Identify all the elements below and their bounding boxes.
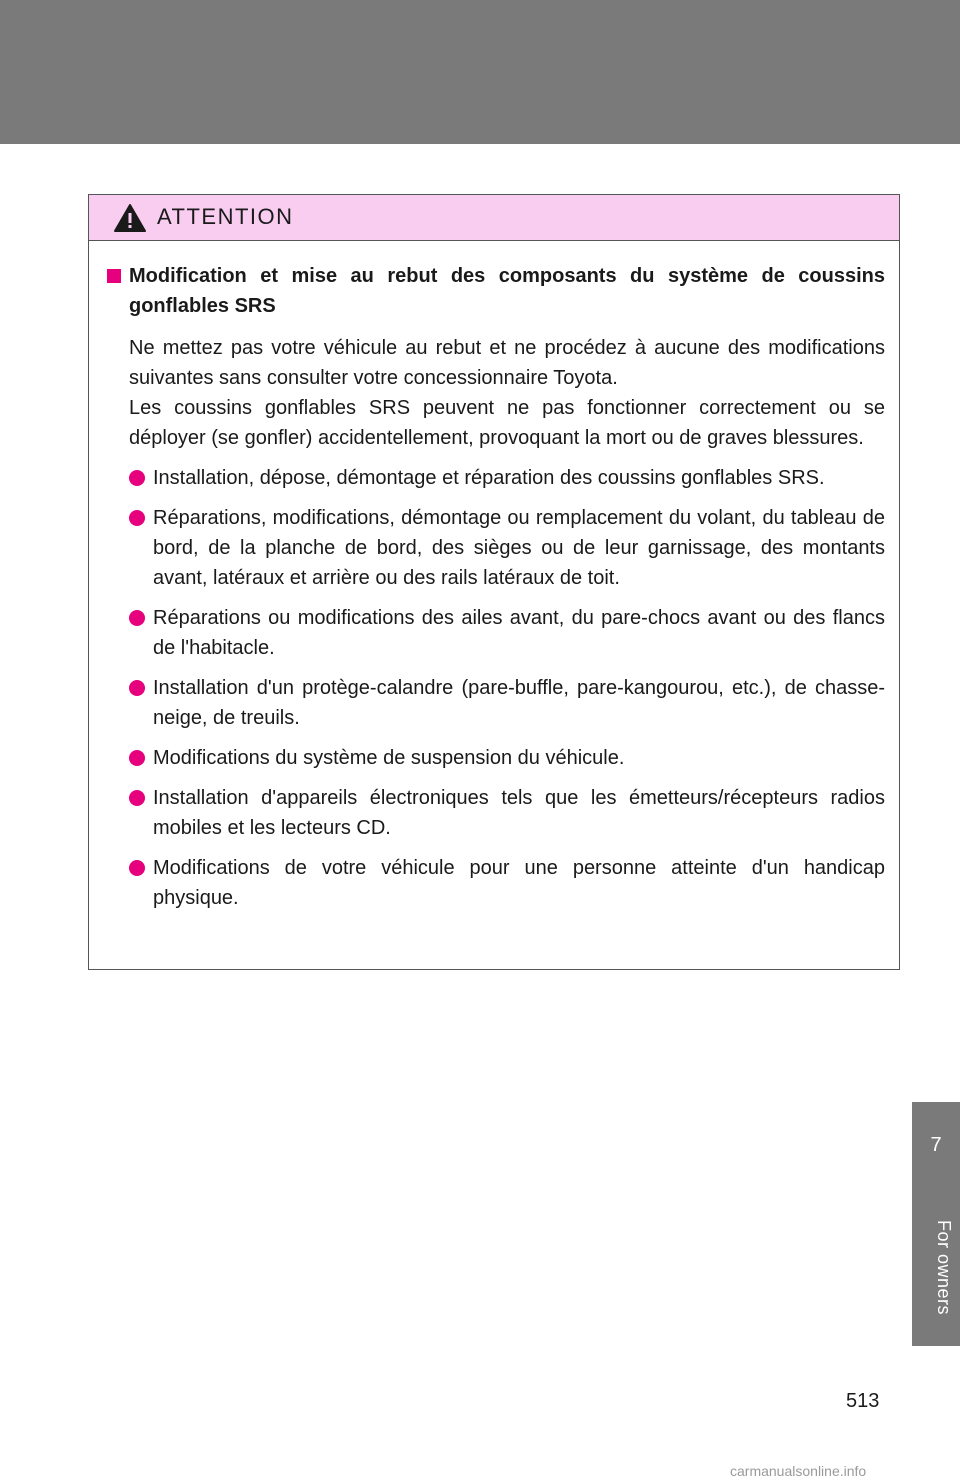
circle-bullet-icon — [129, 790, 145, 806]
list-item-text: Réparations, modifications, démontage ou remplacement du volant, du tableau de bord, de la planche de bord, des sièges ou de leur garnissage, des montants avant, latéraux et arrière ou des rails latéraux de toit. — [153, 507, 885, 589]
attention-body — [89, 241, 899, 913]
section-heading — [107, 261, 885, 321]
top-header-band — [0, 0, 960, 144]
warning-triangle-icon — [113, 203, 147, 233]
list-item — [107, 853, 885, 913]
circle-bullet-icon — [129, 750, 145, 766]
intro-line-1: Ne mettez pas votre véhicule au rebut et ne procédez à aucune des modifications suivantes sans consulter votre concessionnaire Toyota. — [129, 337, 885, 389]
list-item-text: Réparations ou modifications des ailes avant, du pare-chocs avant ou des flancs de l'habitacle. — [153, 607, 885, 659]
intro-paragraph — [107, 333, 885, 453]
list-item — [107, 673, 885, 733]
intro-line-2: Les coussins gonflables SRS peuvent ne pas fonctionner correctement ou se déployer (se gonfler) accidentellement, provoquant la mort ou de graves blessures. — [129, 397, 885, 449]
square-bullet-icon — [107, 269, 121, 283]
list-item — [107, 503, 885, 593]
list-item — [107, 743, 885, 773]
list-item-text: Modifications du système de suspension du véhicule. — [153, 747, 625, 769]
list-item-text: Modifications de votre véhicule pour une personne atteinte d'un handicap physique. — [153, 857, 885, 909]
attention-title: ATTENTION — [157, 204, 294, 229]
list-item — [107, 783, 885, 843]
list-item — [107, 463, 885, 493]
list-item-text: Installation d'appareils électroniques tels que les émetteurs/récepteurs radios mobiles et les lecteurs CD. — [153, 787, 885, 839]
circle-bullet-icon — [129, 680, 145, 696]
list-item-text: Installation, dépose, démontage et réparation des coussins gonflables SRS. — [153, 467, 825, 489]
circle-bullet-icon — [129, 470, 145, 486]
attention-header — [89, 195, 899, 241]
page-number: 513 — [846, 1390, 880, 1412]
list-item — [107, 603, 885, 663]
list-item-text: Installation d'un protège-calandre (pare-buffle, pare-kangourou, etc.), de chasse-neige, de treuils. — [153, 677, 885, 729]
circle-bullet-icon — [129, 860, 145, 876]
attention-box — [88, 194, 900, 970]
chapter-label: For owners — [934, 1220, 954, 1316]
chapter-number: 7 — [930, 1134, 942, 1156]
section-heading-text: Modification et mise au rebut des composants du système de coussins gonflables SRS — [129, 265, 885, 317]
circle-bullet-icon — [129, 610, 145, 626]
circle-bullet-icon — [129, 510, 145, 526]
watermark-text: carmanualsonline.info — [730, 1463, 867, 1479]
